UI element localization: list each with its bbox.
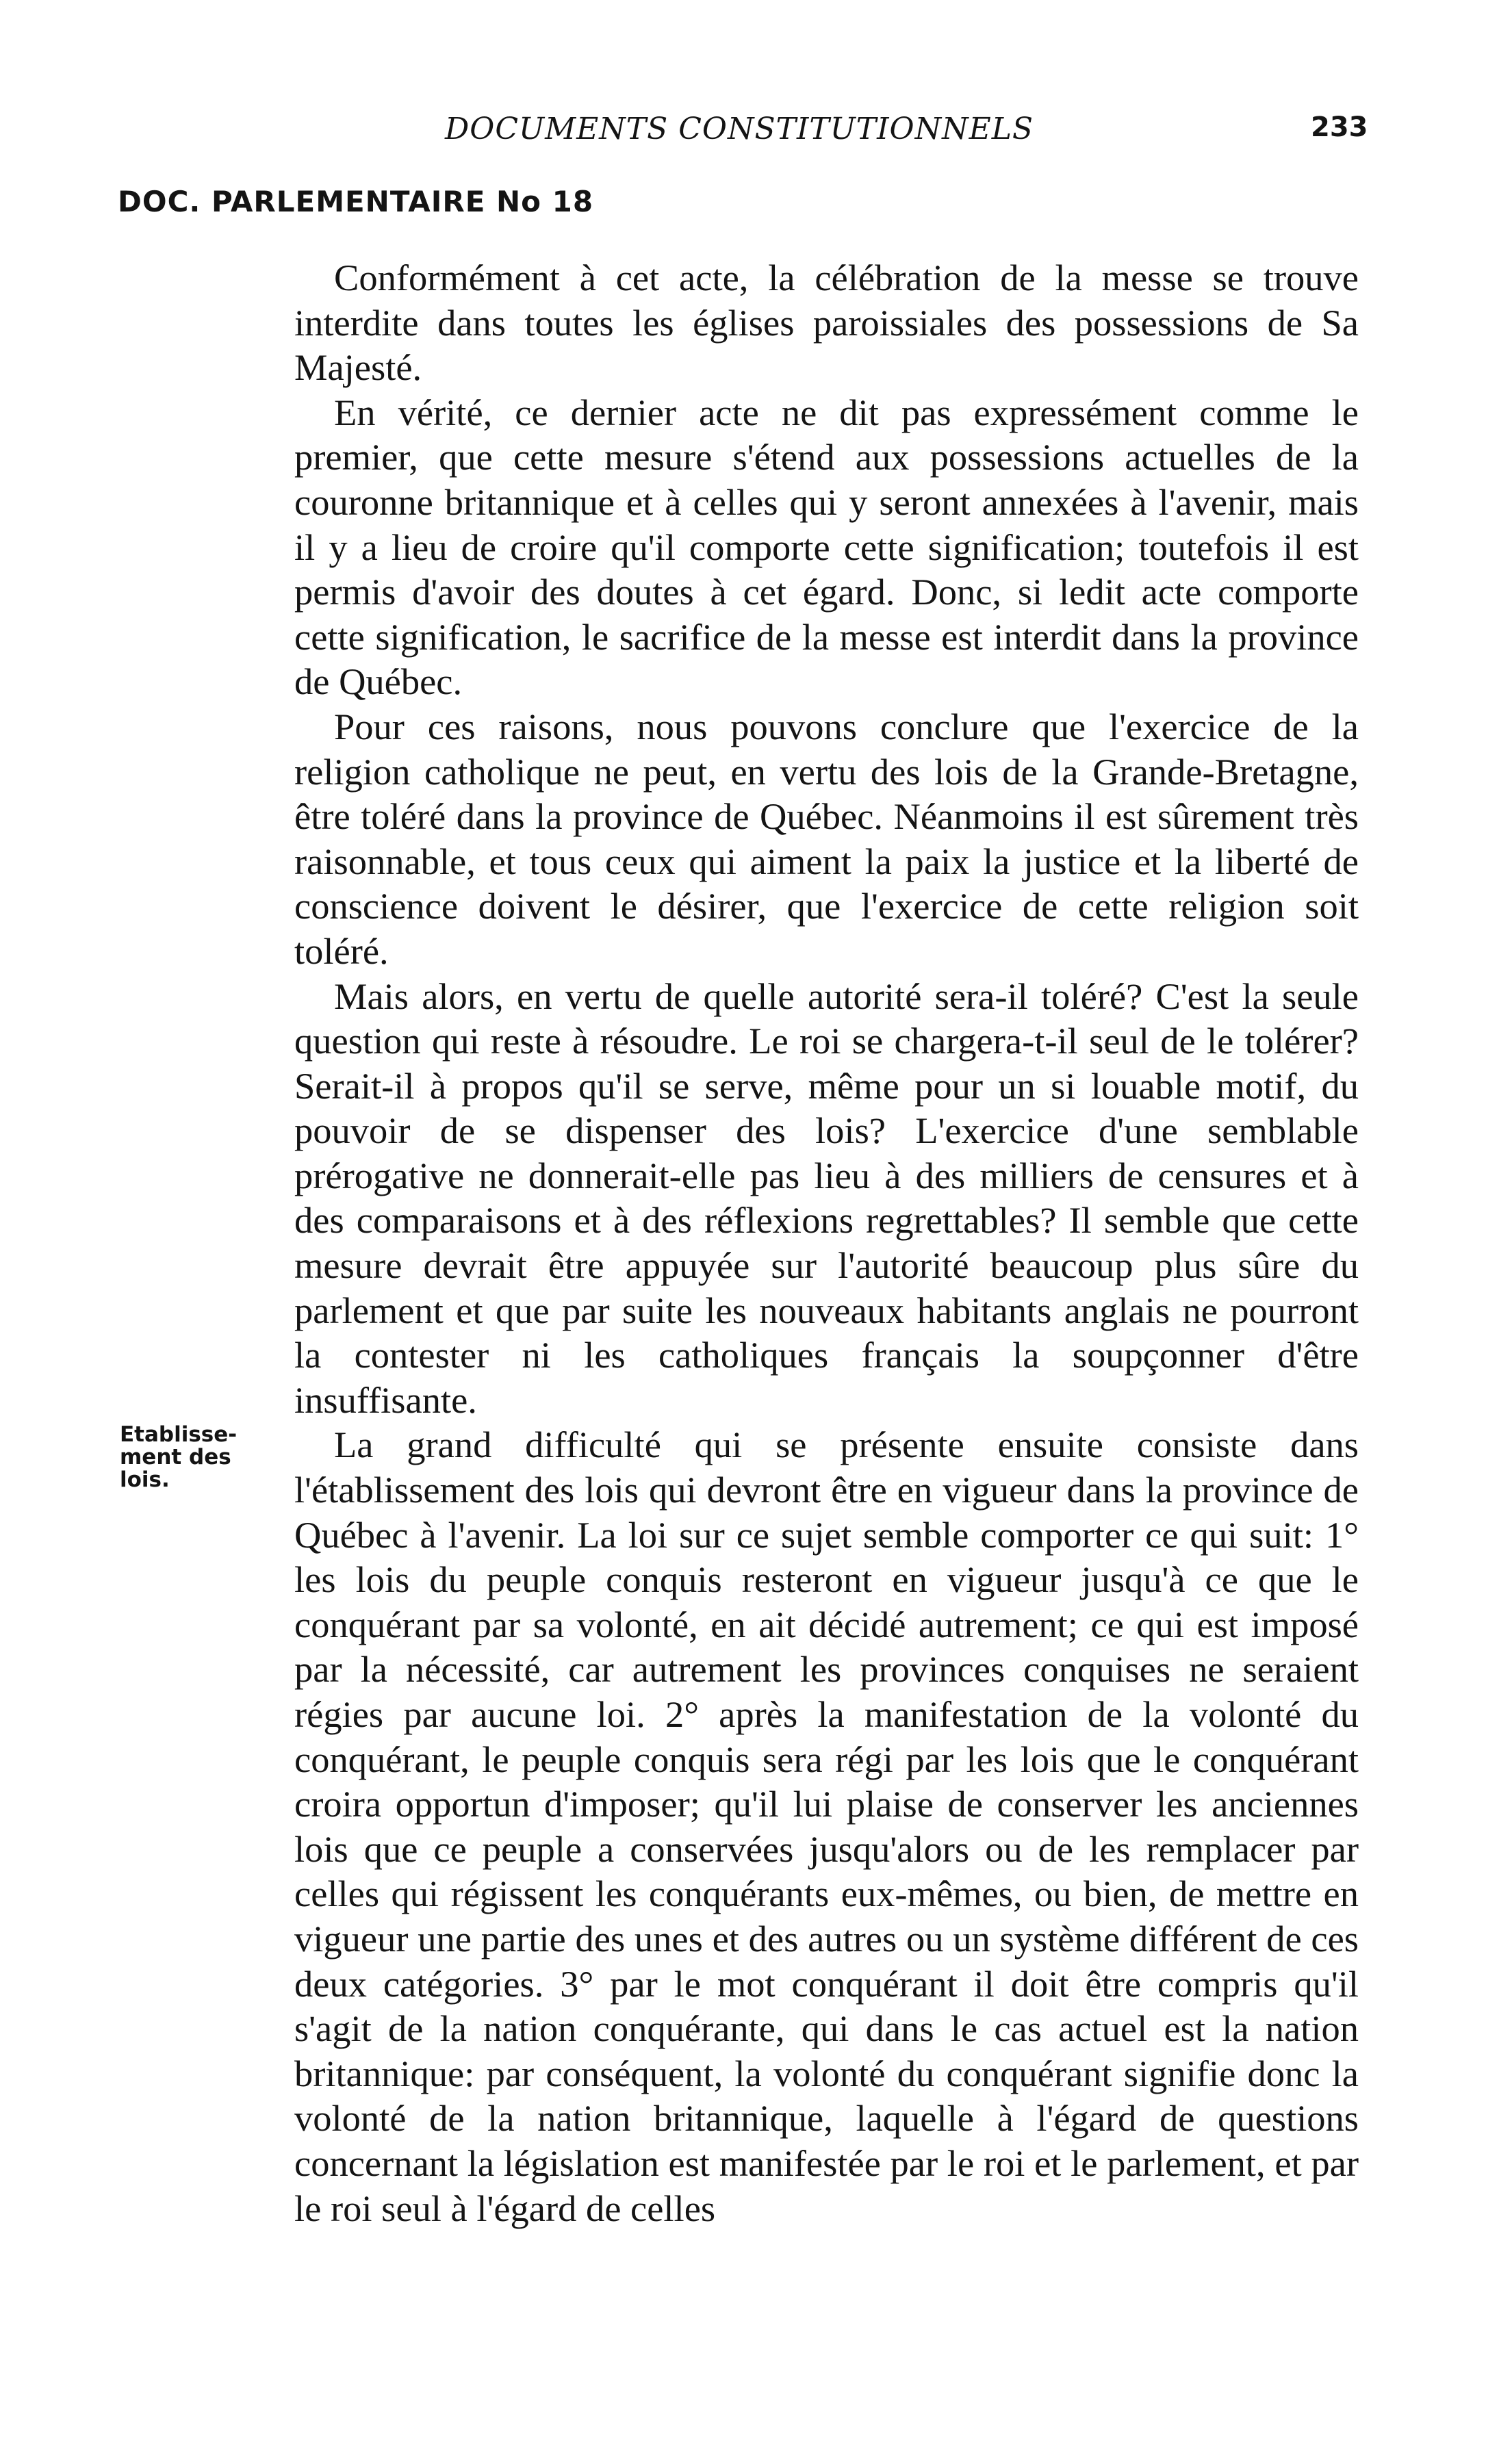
paragraph: Pour ces raisons, nous pouvons conclure que l'exercice de la religion catholique ne peut, en vertu des lois de la Grande-Bretagne, être toléré dans la province de Québec. Néanmoins il est sûrement très raisonnable, et tous ceux qui aiment la paix la justice et la liberté de conscience doivent le désirer, que l'exercice de cette religion soit toléré. — [294, 705, 1359, 972]
paragraph: La grand difficulté qui se présente ensuite consiste dans l'établissement des lois qui devront être en vigueur dans la province de Québec à l'avenir. La loi sur ce sujet semble comporter ce qui suit: 1° les lois du peuple conquis resteront en vigueur jusqu'à ce que le conquérant par sa volonté, en ait décidé autrement; ce qui est imposé par la nécessité, car autrement les provinces conquises ne seraient régies par aucune loi. 2° après la manifestation de la volonté du conquérant, le peuple conquis sera régi par les lois que le conquérant croira opportun d'imposer; qu'il lui plaise de conserver les anciennes lois que ce peuple a conservées jusqu'alors ou de les remplacer par celles qui régissent les conquérants eux-mêmes, ou bien, de mettre en vigueur une partie des unes et des autres ou un système différent de ces deux catégories. 3° par le mot conquérant il doit être compris qu'il s'agit de la nation conquérante, qui dans le cas actuel est la nation britannique: par conséquent, la volonté du conquérant signifie donc la volonté de la nation britannique, laquelle à l'égard de questions concernant la législation est manifestée par le roi et le parlement, et par le roi seul à l'égard de celles — [294, 1424, 1359, 2229]
paragraph: En vérité, ce dernier acte ne dit pas expressément comme le premier, que cette mesure s'étend aux possessions actuelles de la couronne britannique et à celles qui y seront annexées à l'avenir, mais il y a lieu de croire qu'il comporte cette signification; toutefois il est permis d'avoir des doutes à cet égard. Donc, si ledit acte comporte cette signification, le sacrifice de la messe est interdit dans la province de Québec. — [294, 391, 1359, 703]
margin-note-line: lois. — [120, 1467, 170, 1492]
margin-note — [120, 1424, 284, 1491]
paragraph: Mais alors, en vertu de quelle autorité sera-il toléré? C'est la seule question qui reste à résoudre. Le roi se chargera-t-il seul de le tolérer? Serait-il à propos qu'il se serve, même pour un si louable motif, du pouvoir de se dispenser des lois? L'exercice d'une semblable prérogative ne donnerait-elle pas lieu à des milliers de censures et à des comparaisons et à des réflexions regrettables? Il semble que cette mesure devrait être appuyée sur l'autorité beaucoup plus sûre du parlement et que par suite les nouveaux habitants anglais ne pourront la contester ni les catholiques français la soupçonner d'être insuffisante. — [294, 975, 1359, 1421]
document-label: DOC. PARLEMENTAIRE No 18 — [118, 185, 594, 218]
running-title: DOCUMENTS CONSTITUTIONNELS — [445, 112, 1034, 146]
body-text — [294, 255, 1359, 2231]
margin-note-line: ment des — [120, 1445, 231, 1469]
paragraph: Conformément à cet acte, la célébration de la messe se trouve interdite dans toutes les églises paroissiales des possessions de Sa Majesté. — [294, 257, 1359, 389]
page-number: 233 — [1311, 112, 1368, 143]
margin-note-line: Etablisse- — [120, 1422, 238, 1447]
